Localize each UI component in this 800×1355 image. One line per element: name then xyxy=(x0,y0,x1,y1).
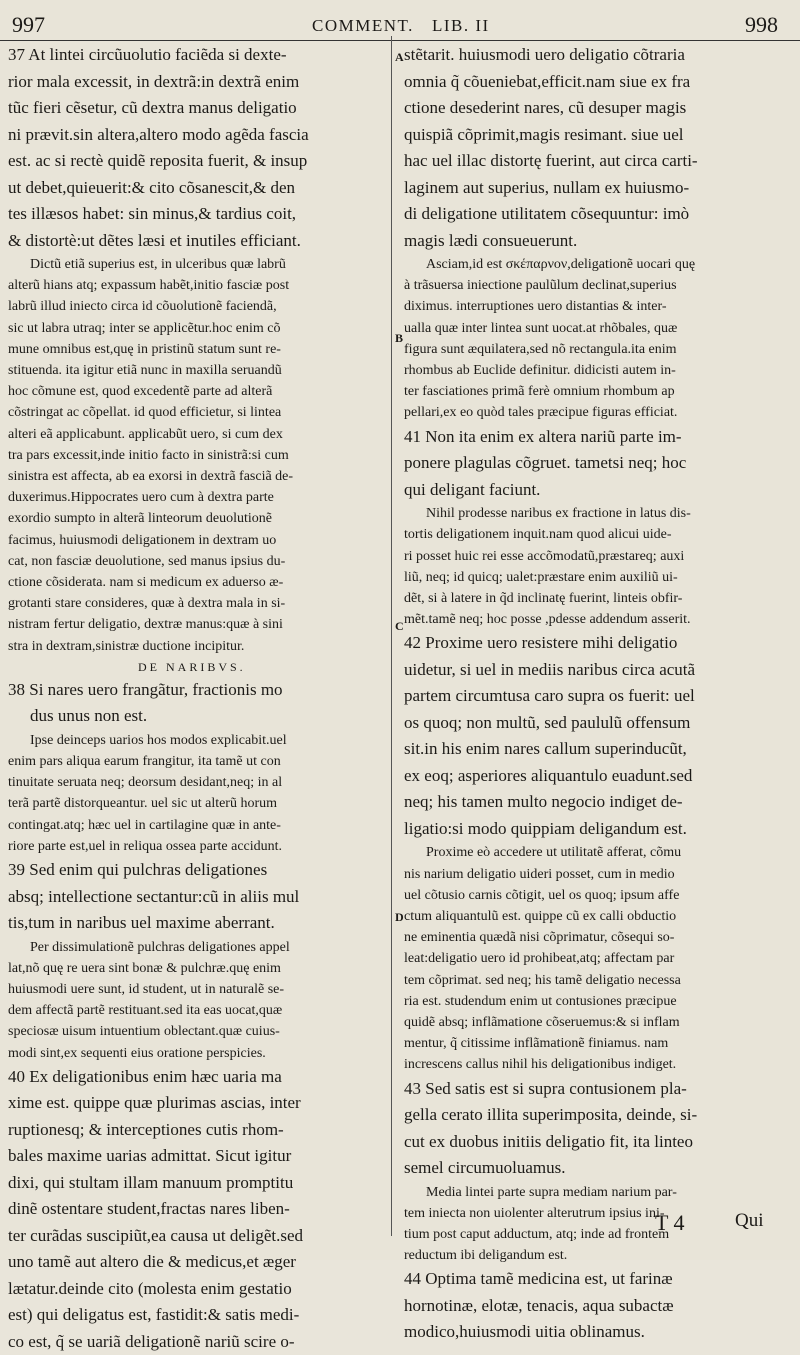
right-column-line: Asciam,id est σκέπαρνον,deligationẽ uocari quę xyxy=(426,257,696,272)
margin-letter-c: C xyxy=(395,619,404,633)
left-column-line: sinistra est affecta, ab ea exorsi in dextrã fasciã de- xyxy=(8,469,294,485)
running-title: COMMENT. xyxy=(312,16,414,35)
left-column-line: exordio sumpto in alterã linteorum deuolutionẽ xyxy=(8,511,272,527)
left-column-line: co est, q̃ se uariã deligationẽ nariũ scire o- xyxy=(8,1331,295,1351)
right-column-line: stẽtarit. huiusmodi uero deligatio cõtraria xyxy=(404,45,685,64)
left-column-line: ter curãdas suscipiũt,ea causa ut deligẽt.sed xyxy=(8,1225,304,1245)
left-column-line: enim pars aliqua earum frangitur, ita tamẽ ut con xyxy=(8,754,281,770)
right-column-line: uel cõtusio carnis cõtigit, uel os quoq; ipsum affe xyxy=(404,887,680,903)
left-column-line: terã partẽ distorqueantur. uel sic ut alterũ horum xyxy=(8,796,278,812)
right-column-line: leat:deligatio uero id prohibeat,atq; affectam par xyxy=(404,951,675,967)
right-column-line: partem circumtusa caro supra os fuerit: uel xyxy=(404,686,695,706)
left-column-line: tũc fieri cẽsetur, cũ dextra manus deligatio xyxy=(8,98,297,117)
right-column-line: qui deligant faciunt. xyxy=(404,479,541,499)
left-column-line: tes illæsos habet: sin minus,& tardius coit, xyxy=(8,204,297,223)
left-column-line: labrũ illud iniecto circa id cõuolutionẽ faciendã, xyxy=(8,299,277,315)
left-column-line: tra pars excessit,inde initio facto in sinistrã:si cum xyxy=(8,447,289,463)
right-column-line: gella cerato illita superimposita, deinde, si- xyxy=(404,1105,698,1125)
right-column-line: semel circumuoluamus. xyxy=(404,1158,566,1178)
left-column-line: 38 Si nares uero frangãtur, fractionis mo xyxy=(8,679,283,699)
margin-letter-a: A xyxy=(395,50,404,64)
right-column-line: ctum aliquantulũ est. quippe cũ ex calli obductio xyxy=(404,908,677,924)
left-column-line: contingat.atq; hæc uel in cartilagine quæ in ante- xyxy=(8,817,281,833)
right-column-line: quidẽ absq; inflãmatione cõseruemus:& si inflam xyxy=(404,1014,680,1030)
left-column-line: bales maxime uarias admittat. Sicut igitur xyxy=(8,1146,292,1166)
right-column-line: neq; his tamen multo negocio indiget de- xyxy=(404,792,683,812)
right-column-line: hornotinæ, elotæ, tenacis, aqua subactæ xyxy=(404,1295,674,1315)
right-column-line: cut ex duobus initiis deligatio fit, ita linteo xyxy=(404,1131,693,1151)
left-column-line: cõstringat ac cõpellat. id quod efficietur, si lintea xyxy=(8,405,282,421)
left-column-line: Per dissimulationẽ pulchras deligationes appel xyxy=(30,939,290,955)
left-column-line: cat, non fasciæ deuolutione, sed manus ipsius du- xyxy=(8,553,286,569)
left-column-line: absq; intellectione sectantur:cũ in aliis mul xyxy=(8,886,300,906)
right-column-line: ter fasciationes primã ferè omnium rhombum ap xyxy=(404,384,675,400)
left-column-line: speciosæ uisum intuentium oblectant.quæ cuius- xyxy=(8,1024,280,1040)
right-column-line: 43 Sed satis est si supra contusionem pla- xyxy=(404,1078,687,1098)
left-column-line: lætatur.deinde cito (molesta enim gestatio xyxy=(8,1278,292,1298)
left-column-line: 39 Sed enim qui pulchras deligationes xyxy=(8,860,268,880)
left-column-line: alterũ hians atq; expassum habẽt,initio fasciæ post xyxy=(8,278,290,294)
left-column-line: facimus, huiusmodi deligationem in dextram uo xyxy=(8,532,277,548)
left-column-line: xime est. quippe quæ plurimas ascias, inter xyxy=(8,1093,301,1113)
running-header xyxy=(0,12,800,40)
left-column-line: huiusmodi uere sunt, id student, ut in naturalẽ se- xyxy=(8,981,285,997)
right-column-line: ne eminentia quædã nisi cõprimatur, cõsequi so- xyxy=(404,930,675,946)
right-column-line: ri posset huic rei esse accõmodatũ,præstareq; auxi xyxy=(404,548,685,564)
left-column-line: dem affectã partẽ restituant.sed ita eas uocat,quæ xyxy=(8,1003,283,1019)
right-column-line: modico,huiusmodi uitia oblinamus. xyxy=(404,1322,645,1342)
right-column-line: mẽt.tamẽ neq; hoc posse ,pdesse addendum asserit. xyxy=(404,612,691,628)
left-column-line: nistram fertur deligatio, dextræ manus:quæ à sini xyxy=(8,617,283,633)
signature-mark: T 4 xyxy=(655,1210,685,1235)
left-column-line: est) qui deligatus est, fastidit:& satis medi- xyxy=(8,1305,300,1325)
right-column-line: dẽt, si à latere in q̃d inclinatę fuerint, linteis obfir- xyxy=(404,590,683,606)
left-column-line: lat,nõ quę re uera sint bonæ & pulchræ.quę enim xyxy=(8,960,281,976)
right-column-line: liũ, neq; id quicq; ualet:præstare enim auxiliũ ui- xyxy=(404,569,678,585)
right-column-line: ponere plagulas cõgruet. tametsi neq; hoc xyxy=(404,453,687,473)
left-column-line: rior mala excessit, in dextrã:in dextrã enim xyxy=(8,71,300,91)
left-column-line: ut debet,quieuerit:& cito cõsanescit,& den xyxy=(8,177,296,197)
right-column-line: reductum ibi deligandum est. xyxy=(404,1248,568,1264)
left-column xyxy=(8,42,386,1355)
left-column-line: ctione cõsiderata. nam si medicum ex aduerso æ- xyxy=(8,575,284,591)
right-column-line: ria est. studendum enim ut contusiones præcipue xyxy=(404,993,677,1009)
left-column-line: dus unus non est. xyxy=(30,706,148,726)
right-column-line: os quoq; non multũ, sed paululũ offensum xyxy=(404,712,691,732)
left-column-line: mune omnibus est,quę in pristinũ statum sunt re- xyxy=(8,341,281,357)
right-column-line: quispiã cõprimit,magis resimant. siue uel xyxy=(404,124,684,144)
right-column-line: 41 Non ita enim ex altera nariũ parte im- xyxy=(404,426,682,446)
left-column-line: 40 Ex deligationibus enim hæc uaria ma xyxy=(8,1066,282,1086)
right-column-line: omnia q̃ cõueniebat,efficit.nam siue ex fra xyxy=(404,71,691,91)
right-column-line: ligatio:si modo quippiam deligandum est. xyxy=(404,818,687,838)
page-footer xyxy=(0,1210,800,1240)
left-column-line: ruptionesq; & interceptiones cutis rhom- xyxy=(8,1119,284,1139)
left-column-line: stra in dextram,sinistræ ductione incipitur. xyxy=(8,638,245,654)
right-column-line: tem cõprimat. sed neq; his tamẽ deligatio necessa xyxy=(404,972,681,988)
right-column-line: Nihil prodesse naribus ex fractione in latus dis- xyxy=(426,506,691,522)
left-column-line: riore parte est,uel in reliqua ossea parte accidunt. xyxy=(8,838,283,854)
right-column-line: hac uel illac distortę fuerint, aut circa carti- xyxy=(404,151,698,170)
right-column-line: rhombus ab Euclide definitur. didicisti autem in- xyxy=(404,363,676,379)
left-column-line: alteri eã applicabunt. applicabũt uero, si cum dex xyxy=(8,426,283,442)
right-column-line: magis lædi consueuerunt. xyxy=(404,230,578,250)
right-column-line: increscens callus nihil his deligationibus indiget. xyxy=(404,1057,677,1073)
left-column-line: DE NARIBVS. xyxy=(138,659,246,674)
right-column-line: 44 Optima tamẽ medicina est, ut farinæ xyxy=(404,1269,673,1289)
left-column-line: tis,tum in naribus uel maxime aberrant. xyxy=(8,913,275,933)
left-column-line: grotanti stare consideres, quæ à dextra mala in si- xyxy=(8,596,286,612)
right-column-line: tem iniecta non uiolenter alterutrum ipsius ini- xyxy=(404,1205,665,1221)
left-column-line: 37 At lintei circũuolutio faciẽda si dexte- xyxy=(8,45,287,64)
right-column xyxy=(404,42,788,1346)
right-column-line: Proxime eò accedere ut utilitatẽ afferat, cõmu xyxy=(426,845,682,861)
left-column-line: modi sint,ex sequenti eius oratione perspicies. xyxy=(8,1045,266,1061)
page-number-left: 997 xyxy=(12,12,45,37)
margin-letter-b: B xyxy=(395,331,404,345)
running-book: LIB. II xyxy=(432,16,490,35)
right-column-line: di deligatione utilitatem cõsequuntur: imò xyxy=(404,204,690,223)
right-column-line: laginem aut superius, nullam ex huiusmo- xyxy=(404,177,690,197)
right-column-line: sit.in his enim nares callum superinducũt, xyxy=(404,739,687,759)
left-column-line: tinuitate seruata neq; deorsum desidant,neq; in al xyxy=(8,775,283,791)
right-column-line: tortis deligationem inquit.nam quod alicui uide- xyxy=(404,527,672,543)
left-column-line: duxerimus.Hippocrates uero cum à dextra parte xyxy=(8,490,274,506)
left-column-line: & distortè:ut dẽtes læsi et inutiles efficiant. xyxy=(8,230,301,250)
header-rule xyxy=(0,40,800,41)
left-column-line: est. ac si rectè quidẽ reposita fuerit, & insup xyxy=(8,151,308,170)
left-column-line: ni prævit.sin altera,altero modo agẽda fascia xyxy=(8,124,309,144)
right-column-line: ex eoq; asperiores aliquantulo euadunt.sed xyxy=(404,765,693,785)
left-column-line: dinẽ ostentare student,fractas nares liben- xyxy=(8,1199,290,1219)
right-column-line: uidetur, si uel in mediis naribus circa acutã xyxy=(404,659,696,679)
right-column-line: Media lintei parte supra mediam narium par- xyxy=(426,1184,677,1200)
left-column-line: Ipse deinceps uarios hos modos explicabit.uel xyxy=(30,732,287,748)
right-column-line: ualla quæ inter lintea sunt uocat.at rhõbales, quæ xyxy=(404,320,678,336)
column-divider xyxy=(391,36,392,1236)
right-column-line: à trãsuersa iniectione paulũlum declinat,superius xyxy=(404,278,677,294)
right-column-line: tium post caput adductum, atq; inde ad frontem xyxy=(404,1226,670,1242)
right-column-line: figura sunt æquilatera,sed nõ rectangula.ita enim xyxy=(404,341,677,357)
left-column-line: Dictũ etiã superius est, in ulceribus quæ labrũ xyxy=(30,257,286,272)
right-column-line: pellari,ex eo quòd tales præcipue figuras efficiat. xyxy=(404,405,678,421)
left-column-line: uno tamẽ aut altero die & medicus,et æger xyxy=(8,1252,296,1272)
right-column-line: 42 Proxime uero resistere mihi deligatio xyxy=(404,633,678,653)
left-column-line: dixi, qui stultam illam manuum promptitu xyxy=(8,1172,294,1192)
page-number-right: 998 xyxy=(745,12,778,37)
catchword: Qui xyxy=(735,1210,764,1231)
right-column-line: ctione desederint nares, cũ desuper magis xyxy=(404,98,687,117)
right-column-line: mentur, q̃ citissime inflãmationẽ finiamus. nam xyxy=(404,1036,669,1052)
margin-letter-d: D xyxy=(395,910,404,924)
right-column-line: diximus. interruptiones uero distantias & inter- xyxy=(404,299,667,315)
left-column-line: sic ut labra utraq; inter se applicẽtur.hoc enim cõ xyxy=(8,320,281,336)
left-column-line: hoc cõmune est, quod excedentẽ parte ad alterã xyxy=(8,384,273,400)
right-column-line: nis narium deligatio uideri posset, cum in medio xyxy=(404,866,675,882)
left-column-line: stituenda. ita igitur etiã nunc in maxilla seruandũ xyxy=(8,363,282,379)
